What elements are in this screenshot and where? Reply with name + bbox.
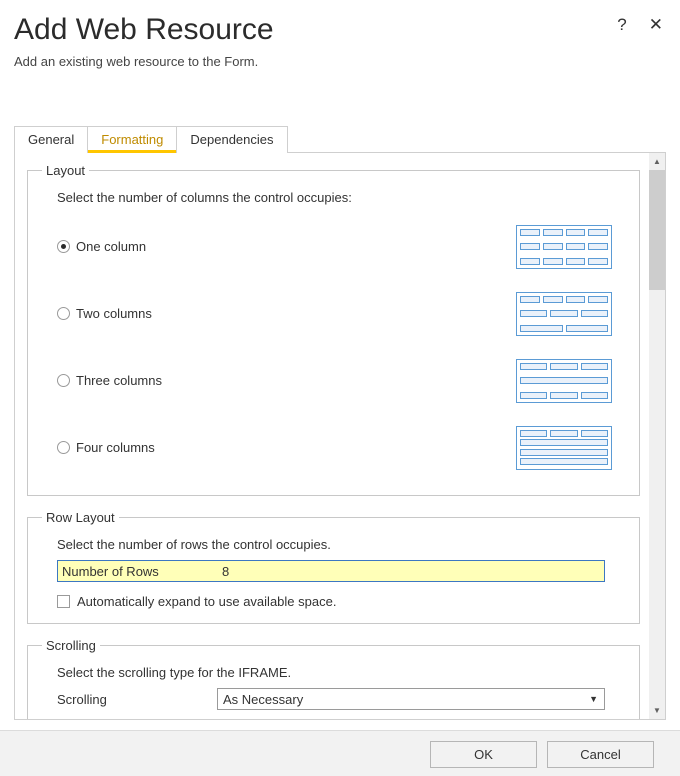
scrolling-group: [27, 638, 640, 720]
cancel-button[interactable]: Cancel: [547, 741, 654, 768]
scrolling-row: [57, 688, 627, 710]
dialog-footer: [0, 730, 680, 776]
radio-two-columns[interactable]: [57, 307, 70, 320]
scroll-up-icon[interactable]: ▲: [649, 153, 665, 170]
tab-strip: [14, 126, 666, 153]
layout-option-four-columns-label: Four columns: [76, 440, 155, 455]
layout-group: [27, 163, 640, 496]
row-layout-group-legend: Row Layout: [46, 510, 115, 525]
layout-thumb-two-columns: [516, 292, 612, 336]
chevron-down-icon: ▼: [589, 694, 598, 704]
number-of-rows-row[interactable]: [57, 560, 605, 582]
row-layout-group: [27, 510, 640, 624]
ok-button[interactable]: OK: [430, 741, 537, 768]
dialog-header: [0, 0, 680, 69]
page-title: Add Web Resource: [14, 13, 274, 46]
layout-thumb-one-column: [516, 225, 612, 269]
formatting-panel: [14, 152, 651, 720]
layout-thumb-four-columns: [516, 426, 612, 470]
auto-expand-checkbox[interactable]: [57, 595, 70, 608]
layout-option-three-columns[interactable]: [57, 347, 627, 414]
scroll-down-icon[interactable]: ▼: [649, 702, 665, 719]
auto-expand-label: Automatically expand to use available space.: [77, 594, 337, 609]
scrollbar-thumb[interactable]: [649, 170, 665, 290]
number-of-rows-label: Number of Rows: [62, 564, 159, 579]
scrolling-select-value: As Necessary: [223, 691, 304, 707]
radio-three-columns[interactable]: [57, 374, 70, 387]
layout-option-two-columns[interactable]: [57, 280, 627, 347]
scrolling-hint: Select the scrolling type for the IFRAME.: [57, 665, 292, 680]
scrolling-label: Scrolling: [57, 691, 107, 707]
tab-general[interactable]: General: [14, 126, 88, 153]
radio-four-columns[interactable]: [57, 441, 70, 454]
page-subtitle: Add an existing web resource to the Form.: [14, 54, 259, 69]
close-icon[interactable]: ✕: [646, 14, 666, 35]
panel-scrollbar[interactable]: [649, 152, 666, 720]
layout-group-legend: Layout: [46, 163, 86, 178]
formatting-panel-content: [15, 153, 651, 720]
layout-option-one-column-label: One column: [76, 239, 147, 254]
layout-option-one-column[interactable]: [57, 213, 627, 280]
header-buttons: [614, 14, 666, 35]
layout-thumb-three-columns: [516, 359, 612, 403]
scrolling-group-legend: Scrolling: [46, 638, 96, 653]
radio-one-column[interactable]: [57, 240, 70, 253]
layout-hint: Select the number of columns the control occupies:: [57, 190, 352, 205]
layout-option-two-columns-label: Two columns: [76, 306, 152, 321]
scrolling-select[interactable]: [217, 688, 605, 710]
number-of-rows-input[interactable]: [218, 561, 604, 581]
auto-expand-row[interactable]: [57, 594, 627, 609]
layout-option-four-columns[interactable]: [57, 414, 627, 481]
help-icon[interactable]: ?: [614, 14, 629, 35]
row-layout-hint: Select the number of rows the control occupies.: [57, 537, 331, 552]
tab-dependencies[interactable]: Dependencies: [176, 126, 287, 153]
layout-option-three-columns-label: Three columns: [76, 373, 162, 388]
tab-formatting[interactable]: Formatting: [87, 126, 177, 153]
